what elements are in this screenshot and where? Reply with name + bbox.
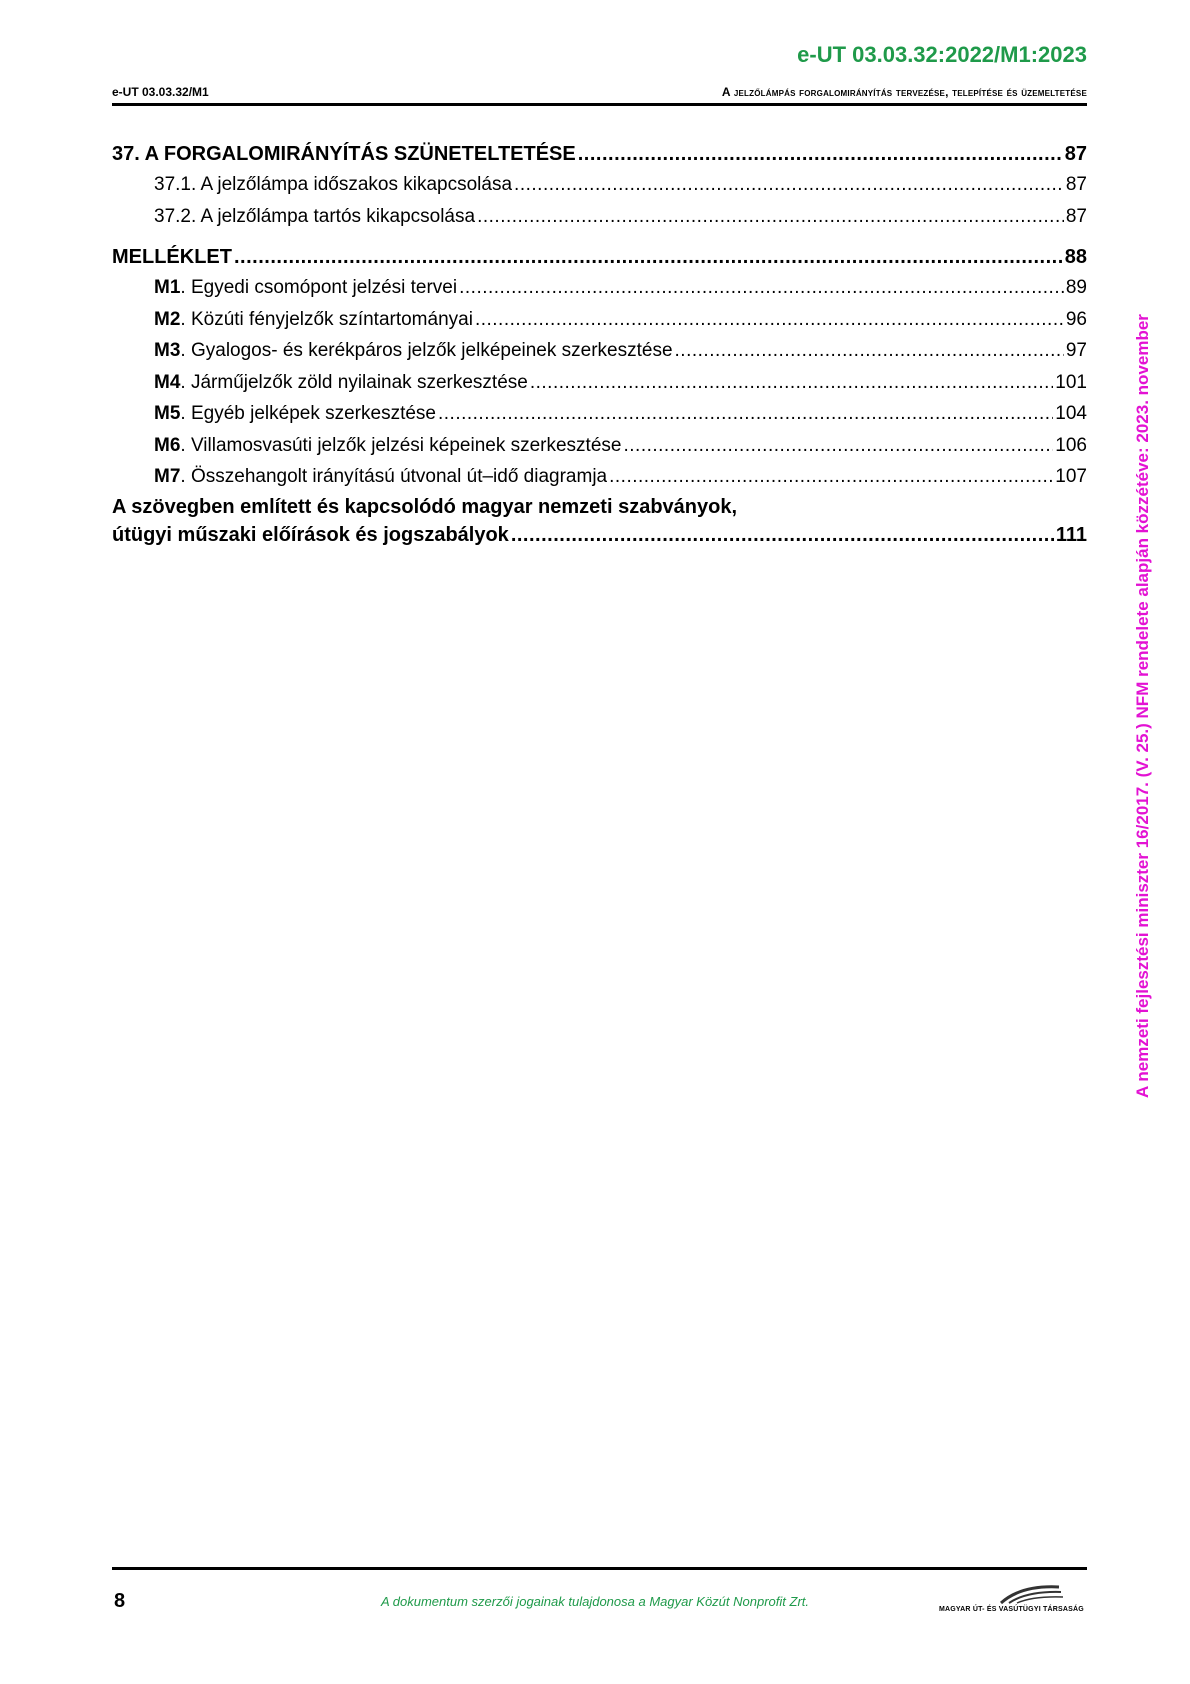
toc-entry-title-line1: A szövegben említett és kapcsolódó magyar nemzeti szabványok, bbox=[112, 495, 738, 518]
toc-entry-title: Gyalogos- és kerékpáros jelzők jelképeinek szerkesztése bbox=[190, 340, 673, 361]
toc-entry-title: Egyedi csomópont jelzési tervei bbox=[190, 277, 458, 298]
leader-dots bbox=[609, 461, 1053, 493]
appendix-number: M2 bbox=[154, 308, 181, 330]
page-number: 8 bbox=[114, 1590, 126, 1612]
toc-entry-melleklet[interactable] bbox=[112, 242, 1087, 272]
toc-entry-title: 37.1. A jelzőlámpa időszakos kikapcsolása bbox=[154, 174, 513, 195]
running-header bbox=[112, 85, 1087, 106]
toc-page-number: 87 bbox=[1064, 143, 1087, 165]
logo-text: MAGYAR ÚT- ÉS VASÚTÜGYI TÁRSASÁG bbox=[939, 1606, 1084, 1613]
toc-entry-title: MELLÉKLET bbox=[112, 246, 232, 268]
toc-entry-m3[interactable]: M3. Gyalogos- és kerékpáros jelzők jelképeinek szerkesztése ..... 97 bbox=[112, 335, 1087, 367]
appendix-number: M5 bbox=[154, 403, 181, 424]
leader-dots bbox=[511, 521, 1054, 549]
vertical-publication-note: A nemzeti fejlesztési miniszter 16/2017. (V. 25.) NFM rendelete alapján közzétéve: 2023. november bbox=[1133, 314, 1152, 1098]
appendix-number: M6 bbox=[154, 434, 181, 456]
toc-entry-title: Egyéb jelképek szerkesztése bbox=[190, 403, 436, 424]
toc-entry-m5[interactable]: M5. Egyéb jelképek szerkesztése ..... 104 bbox=[112, 398, 1087, 430]
toc-entry-title: Járműjelzők zöld nyilainak szerkesztése bbox=[190, 371, 528, 393]
table-of-contents bbox=[112, 139, 1087, 549]
road-arc-icon bbox=[939, 1583, 1087, 1605]
leader-dots bbox=[477, 201, 1064, 233]
toc-entry-title-line2: útügyi műszaki előírások és jogszabályok bbox=[112, 523, 509, 546]
toc-page-number: 104 bbox=[1055, 403, 1087, 424]
toc-entry-37-2[interactable] bbox=[112, 201, 1087, 233]
toc-entry-m4[interactable]: M4. Járműjelzők zöld nyilainak szerkesztése ..... 101 bbox=[112, 367, 1087, 399]
leader-dots bbox=[578, 139, 1063, 169]
appendix-number: M7 bbox=[154, 466, 181, 487]
toc-entry-m6[interactable]: M6. Villamosvasúti jelzők jelzési képeinek szerkesztése ..... 106 bbox=[112, 430, 1087, 462]
toc-page-number: 88 bbox=[1064, 246, 1087, 268]
header-left-label: e-UT 03.03.32/M1 bbox=[112, 85, 209, 99]
toc-entry-m1[interactable]: M1. Egyedi csomópont jelzési tervei ..... 89 bbox=[112, 272, 1087, 304]
leader-dots bbox=[514, 169, 1064, 201]
society-logo bbox=[939, 1583, 1087, 1613]
toc-entry-m2[interactable]: M2. Közúti fényjelzők színtartományai ..... 96 bbox=[112, 304, 1087, 336]
toc-page-number: 101 bbox=[1055, 371, 1087, 393]
toc-entry-37-1[interactable] bbox=[112, 169, 1087, 201]
leader-dots bbox=[623, 430, 1053, 462]
footer-rule bbox=[112, 1567, 1087, 1570]
toc-entry-title: 37. A FORGALOMIRÁNYÍTÁS SZÜNETELTETÉSE bbox=[112, 143, 576, 165]
toc-entry-section-37[interactable] bbox=[112, 139, 1087, 169]
leader-dots bbox=[530, 367, 1053, 399]
toc-page-number: 107 bbox=[1055, 466, 1087, 487]
toc-page-number: 106 bbox=[1055, 434, 1087, 456]
toc-entry-standards[interactable] bbox=[112, 493, 1087, 549]
toc-page-number: 87 bbox=[1065, 205, 1087, 227]
appendix-number: M1 bbox=[154, 277, 181, 298]
toc-entry-title: Közúti fényjelzők színtartományai bbox=[190, 308, 473, 330]
leader-dots bbox=[675, 335, 1064, 367]
appendix-number: M4 bbox=[154, 371, 181, 393]
toc-entry-m7[interactable]: M7. Összehangolt irányítású útvonal út–idő diagramja ..... 107 bbox=[112, 461, 1087, 493]
toc-page-number: 111 bbox=[1055, 523, 1087, 546]
header-title: A jelzőlámpás forgalomirányítás tervezése, telepítése és üzemeltetése bbox=[721, 85, 1087, 99]
appendix-number: M3 bbox=[154, 340, 181, 361]
leader-dots bbox=[234, 242, 1063, 272]
toc-page-number: 87 bbox=[1065, 174, 1087, 195]
toc-page-number: 97 bbox=[1065, 340, 1087, 361]
leader-dots bbox=[475, 304, 1064, 336]
toc-entry-title: 37.2. A jelzőlámpa tartós kikapcsolása bbox=[154, 205, 476, 227]
toc-page-number: 96 bbox=[1065, 308, 1087, 330]
leader-dots bbox=[459, 272, 1064, 304]
toc-page-number: 89 bbox=[1065, 277, 1087, 298]
toc-entry-title: Összehangolt irányítású útvonal út–idő diagramja bbox=[190, 466, 608, 487]
copyright-notice: A dokumentum szerzői jogainak tulajdonosa a Magyar Közút Nonprofit Zrt. bbox=[380, 1594, 809, 1609]
toc-entry-title: Villamosvasúti jelzők jelzési képeinek szerkesztése bbox=[190, 434, 622, 456]
document-code: e-UT 03.03.32:2022/M1:2023 bbox=[797, 42, 1087, 67]
leader-dots bbox=[438, 398, 1053, 430]
